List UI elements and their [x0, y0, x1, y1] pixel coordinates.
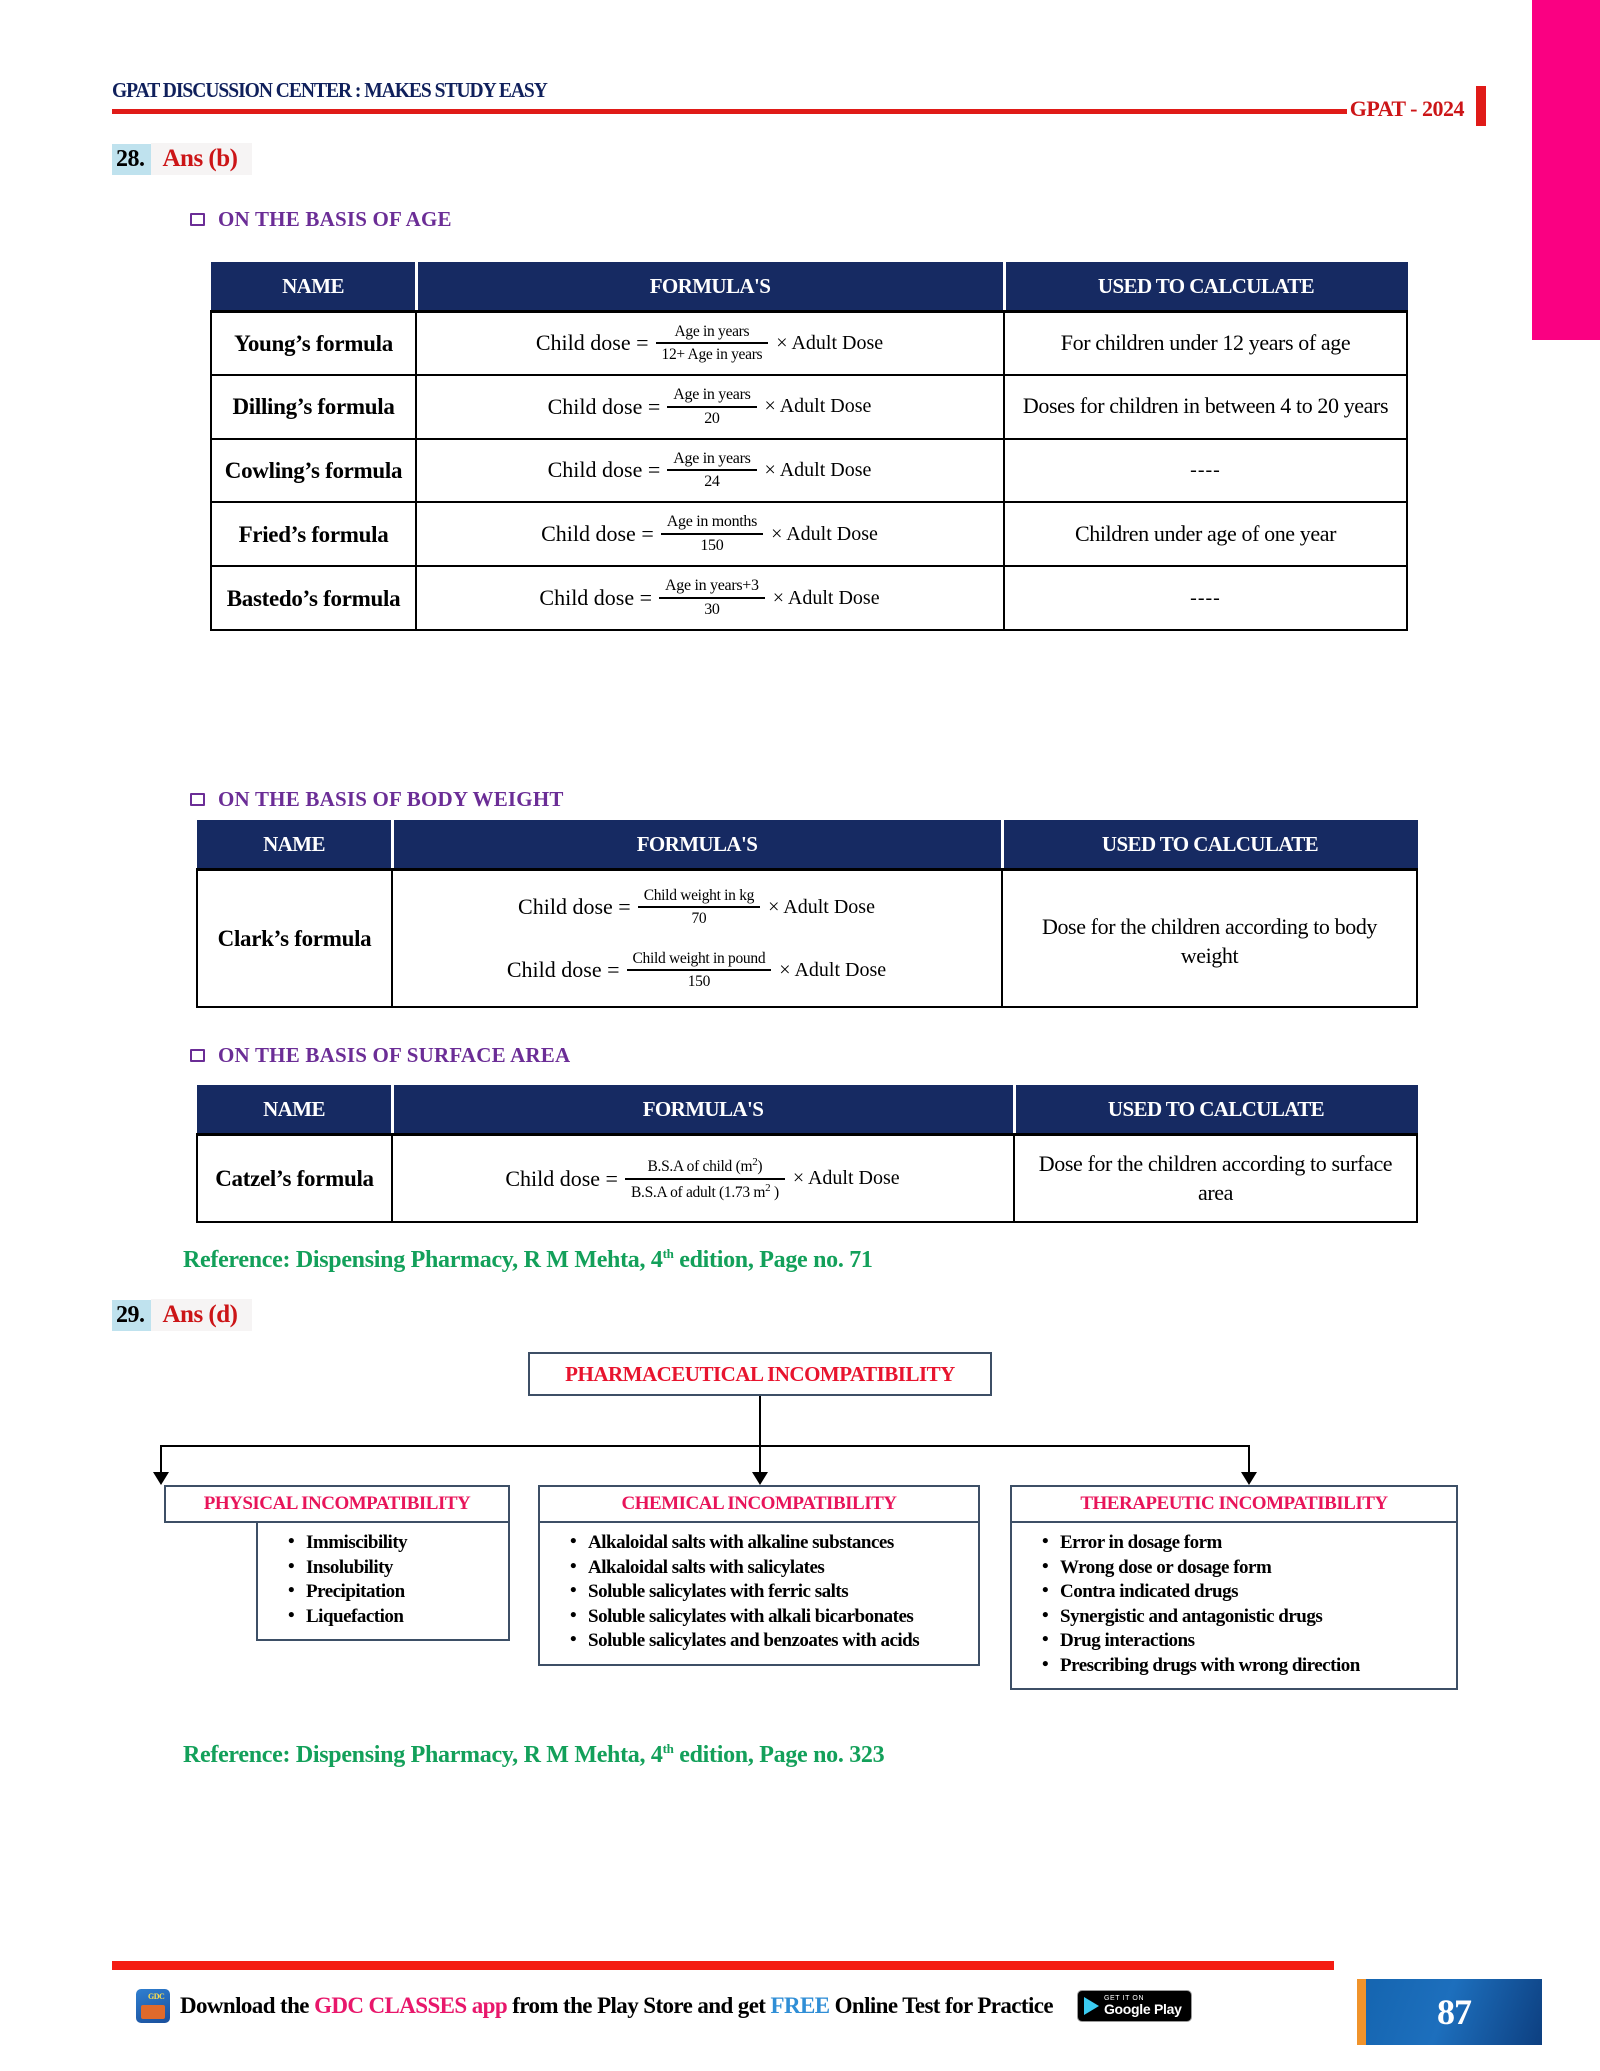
play-triangle-icon: [1084, 1997, 1099, 2015]
formula-expression: [416, 566, 1004, 630]
diagram-child-therapeutic-list: [1010, 1523, 1458, 1690]
formula-usage: For children under 12 years of age: [1004, 312, 1407, 375]
footer-part1: Download the: [180, 1993, 315, 2018]
footer-promo: [136, 1989, 1192, 2023]
fraction-denominator: 30: [659, 597, 765, 619]
google-play-badge[interactable]: [1077, 1990, 1192, 2021]
square-bullet-icon: [190, 793, 205, 806]
diagram-child-physical-label: PHYSICAL INCOMPATIBILITY: [203, 1493, 471, 1514]
reference-line-1: [183, 1246, 873, 1274]
list-item: • Drug interactions: [1042, 1629, 1446, 1653]
diagram-root-node: [528, 1352, 992, 1396]
section-heading-age: [190, 207, 452, 232]
diagram-child-physical-header: [164, 1485, 510, 1523]
play-badge-text: [1104, 1995, 1182, 2016]
header-red-bar: [1476, 86, 1486, 126]
reference-text-before: Reference: Dispensing Pharmacy, R M Mehta, 4: [183, 1742, 663, 1768]
surface-table-header-formulas: FORMULA'S: [392, 1086, 1014, 1135]
formula-usage: ----: [1004, 439, 1407, 503]
surface-table-header-used: USED TO CALCULATE: [1014, 1086, 1417, 1135]
reference-superscript: th: [662, 1246, 674, 1261]
page-footer: [0, 1951, 1600, 2071]
list-item: • Alkaloidal salts with alkaline substances: [570, 1531, 968, 1555]
diagram-child-chemical-label: CHEMICAL INCOMPATIBILITY: [621, 1493, 897, 1514]
formula-usage: Doses for children in between 4 to 20 years: [1004, 375, 1407, 439]
question-29-answer: Ans (d): [151, 1299, 252, 1331]
formula-tail: × Adult Dose: [764, 395, 872, 418]
fraction-numerator: Child weight in pound: [632, 949, 766, 967]
diagram-child-therapeutic-label: THERAPEUTIC INCOMPATIBILITY: [1080, 1493, 1388, 1514]
list-item: • Prescribing drugs with wrong direction: [1042, 1654, 1446, 1678]
table-row: [211, 502, 1407, 566]
formula-lead: Child dose =: [506, 957, 620, 983]
table-row: [197, 1135, 1417, 1223]
fraction-numerator: B.S.A of child $(m^2)$: [647, 1156, 763, 1176]
formula-tail: × Adult Dose: [776, 331, 884, 354]
reference-line-2: [183, 1741, 884, 1769]
page-number-accent: [1357, 1979, 1366, 2045]
square-bullet-icon: [190, 1049, 205, 1062]
diagram-child-chemical-list: [538, 1523, 980, 1666]
table-row: [211, 566, 1407, 630]
footer-brand: GDC CLASSES app: [314, 1993, 508, 2018]
formula-name: Young’s formula: [211, 312, 416, 375]
formula-lead: Child dose =: [547, 393, 661, 419]
page-header: [112, 78, 1486, 124]
arrow-left-icon: [153, 1472, 169, 1485]
formula-lead: Child dose =: [547, 457, 661, 483]
formula-lead: Child dose =: [535, 330, 649, 356]
formula-name: Fried’s formula: [211, 502, 416, 566]
age-table-header-name: NAME: [211, 263, 416, 312]
list-item: • Insolubility: [288, 1556, 498, 1580]
body-weight-formula-table: [196, 820, 1418, 1008]
section-heading-body-weight-label: ON THE BASIS OF BODY WEIGHT: [218, 787, 564, 811]
formula-tail: × Adult Dose: [772, 586, 880, 609]
question-28-row: [112, 143, 252, 175]
header-rule: [112, 109, 1347, 114]
formula-expression: [416, 312, 1004, 375]
formula-usage: Dose for the children according to body weight: [1002, 870, 1417, 1008]
arrow-right-icon: [1241, 1472, 1257, 1485]
age-table-header-row: [211, 263, 1407, 312]
formula-lead: Child dose =: [518, 894, 631, 920]
list-item: • Synergistic and antagonistic drugs: [1042, 1605, 1446, 1629]
fraction-numerator: Age in years: [674, 323, 750, 340]
formula-tail: × Adult Dose: [779, 958, 887, 981]
fraction-numerator: Age in months: [666, 513, 758, 531]
incompatibility-flow-diagram: [0, 1352, 1532, 1752]
fraction-denominator: 150: [661, 533, 763, 555]
list-item: • Soluble salicylates with ferric salts: [570, 1580, 968, 1604]
question-29-number: 29.: [112, 1300, 151, 1331]
fraction-denominator: 20: [667, 406, 756, 428]
page-number: 87: [1437, 1992, 1471, 2032]
section-heading-body-weight: [190, 787, 564, 812]
fraction-numerator: Child weight in kg: [643, 887, 755, 904]
table-row: [211, 312, 1407, 375]
formula-name: Cowling’s formula: [211, 439, 416, 503]
fraction-numerator: Age in years+3: [665, 577, 759, 595]
formula-name: Clark’s formula: [197, 870, 392, 1008]
footer-promo-text: [180, 1993, 1053, 2019]
question-28-answer: Ans (b): [151, 143, 252, 175]
pink-side-tab: [1532, 0, 1600, 340]
formula-expression: [392, 1135, 1014, 1223]
footer-part3: Online Test for Practice: [829, 1993, 1053, 2018]
table-row: [211, 439, 1407, 503]
formula-expression: [416, 502, 1004, 566]
formula-tail: × Adult Dose: [792, 1167, 900, 1190]
gdc-app-icon: [136, 1989, 170, 2023]
formula-expression: [416, 375, 1004, 439]
page-number-tab: [1366, 1979, 1542, 2045]
fraction-denominator: 150: [627, 969, 772, 990]
weight-table-header-row: [197, 821, 1417, 870]
list-item: • Contra indicated drugs: [1042, 1580, 1446, 1604]
diagram-child-therapeutic: [1010, 1485, 1458, 1690]
formula-fraction: [667, 450, 756, 492]
fraction-denominator: 70: [638, 906, 760, 927]
superscript: 2: [765, 1181, 771, 1194]
formula-name: Catzel’s formula: [197, 1135, 392, 1223]
weight-table-header-used: USED TO CALCULATE: [1002, 821, 1417, 870]
formula-lead: Child dose =: [505, 1165, 618, 1191]
question-29-row: [112, 1299, 252, 1331]
diagram-child-chemical-header: [538, 1485, 980, 1523]
play-badge-line1: GET IT ON: [1103, 1995, 1145, 2003]
age-table-header-used: USED TO CALCULATE: [1004, 263, 1407, 312]
diagram-root-label: PHARMACEUTICAL INCOMPATIBILITY: [565, 1361, 955, 1386]
diagram-child-chemical: [538, 1485, 980, 1666]
formula-fraction: [667, 386, 756, 428]
weight-table-header-name: NAME: [197, 821, 392, 870]
arrow-center-icon: [752, 1472, 768, 1485]
list-item: • Soluble salicylates with alkali bicarbonates: [570, 1605, 968, 1629]
question-28-number: 28.: [112, 144, 151, 175]
list-item: • Wrong dose or dosage form: [1042, 1556, 1446, 1580]
superscript: 2: [752, 1156, 758, 1168]
connector-vertical-root: [759, 1396, 761, 1446]
list-item: • Soluble salicylates and benzoates with acids: [570, 1629, 968, 1653]
formula-lead: Child dose =: [541, 521, 654, 547]
formula-usage: ----: [1004, 566, 1407, 630]
formula-fraction: [638, 887, 760, 928]
section-heading-surface-area: [190, 1043, 570, 1068]
formula-fraction: [627, 950, 772, 991]
reference-text-after: edition, Page no. 323: [673, 1742, 885, 1768]
header-title: GPAT DISCUSSION CENTER : MAKES STUDY EASY: [112, 78, 547, 102]
formula-name: Bastedo’s formula: [211, 566, 416, 630]
formula-expression-group: [392, 870, 1002, 1008]
square-bullet-icon: [190, 213, 205, 226]
header-exam-label: GPAT - 2024: [1349, 96, 1464, 121]
footer-rule: [112, 1961, 1334, 1970]
section-heading-surface-area-label: ON THE BASIS OF SURFACE AREA: [218, 1043, 571, 1067]
formula-fraction: [659, 577, 765, 619]
list-item: • Immiscibility: [288, 1531, 498, 1555]
age-formula-table: [210, 262, 1408, 631]
formula-fraction: [656, 323, 769, 364]
fraction-numerator: Age in years: [673, 449, 751, 467]
list-item: • Error in dosage form: [1042, 1531, 1446, 1555]
fraction-denominator: 12+ Age in years: [656, 342, 769, 363]
formula-expression: [416, 439, 1004, 503]
reference-superscript: th: [662, 1741, 674, 1756]
table-row: [211, 375, 1407, 439]
diagram-child-physical-list: [256, 1523, 510, 1641]
surface-table-header-row: [197, 1086, 1417, 1135]
diagram-child-physical: [164, 1485, 510, 1641]
formula-usage: Children under age of one year: [1004, 502, 1407, 566]
formula-tail: × Adult Dose: [764, 458, 872, 481]
formula-tail: × Adult Dose: [768, 895, 875, 918]
formula-usage: Dose for the children according to surface area: [1014, 1135, 1417, 1223]
play-badge-line2: Google Play: [1103, 2001, 1182, 2018]
list-item: • Alkaloidal salts with salicylates: [570, 1556, 968, 1580]
formula-fraction: [625, 1156, 785, 1201]
fraction-denominator: B.S.A of adult (1.73 $m^2$ ): [625, 1178, 785, 1202]
reference-text-after: edition, Page no. 71: [673, 1247, 873, 1273]
diagram-child-therapeutic-header: [1010, 1485, 1458, 1523]
formula-lead: Child dose =: [539, 585, 653, 611]
reference-text-before: Reference: Dispensing Pharmacy, R M Mehta, 4: [183, 1247, 663, 1273]
list-item: • Precipitation: [288, 1580, 498, 1604]
formula-name: Dilling’s formula: [211, 375, 416, 439]
surface-area-formula-table: [196, 1085, 1418, 1223]
footer-free: FREE: [770, 1993, 830, 2018]
formula-tail: × Adult Dose: [771, 522, 878, 545]
section-heading-age-label: ON THE BASIS OF AGE: [218, 207, 452, 231]
table-row: [197, 870, 1417, 1008]
fraction-numerator: Age in years: [673, 385, 751, 403]
surface-table-header-name: NAME: [197, 1086, 392, 1135]
footer-part2: from the Play Store and get: [507, 1993, 771, 2018]
connector-horizontal-bus: [160, 1445, 1250, 1447]
fraction-denominator: 24: [667, 469, 756, 491]
age-table-header-formulas: FORMULA'S: [416, 263, 1004, 312]
formula-fraction: [661, 513, 763, 555]
weight-table-header-formulas: FORMULA'S: [392, 821, 1002, 870]
list-item: • Liquefaction: [288, 1605, 498, 1629]
